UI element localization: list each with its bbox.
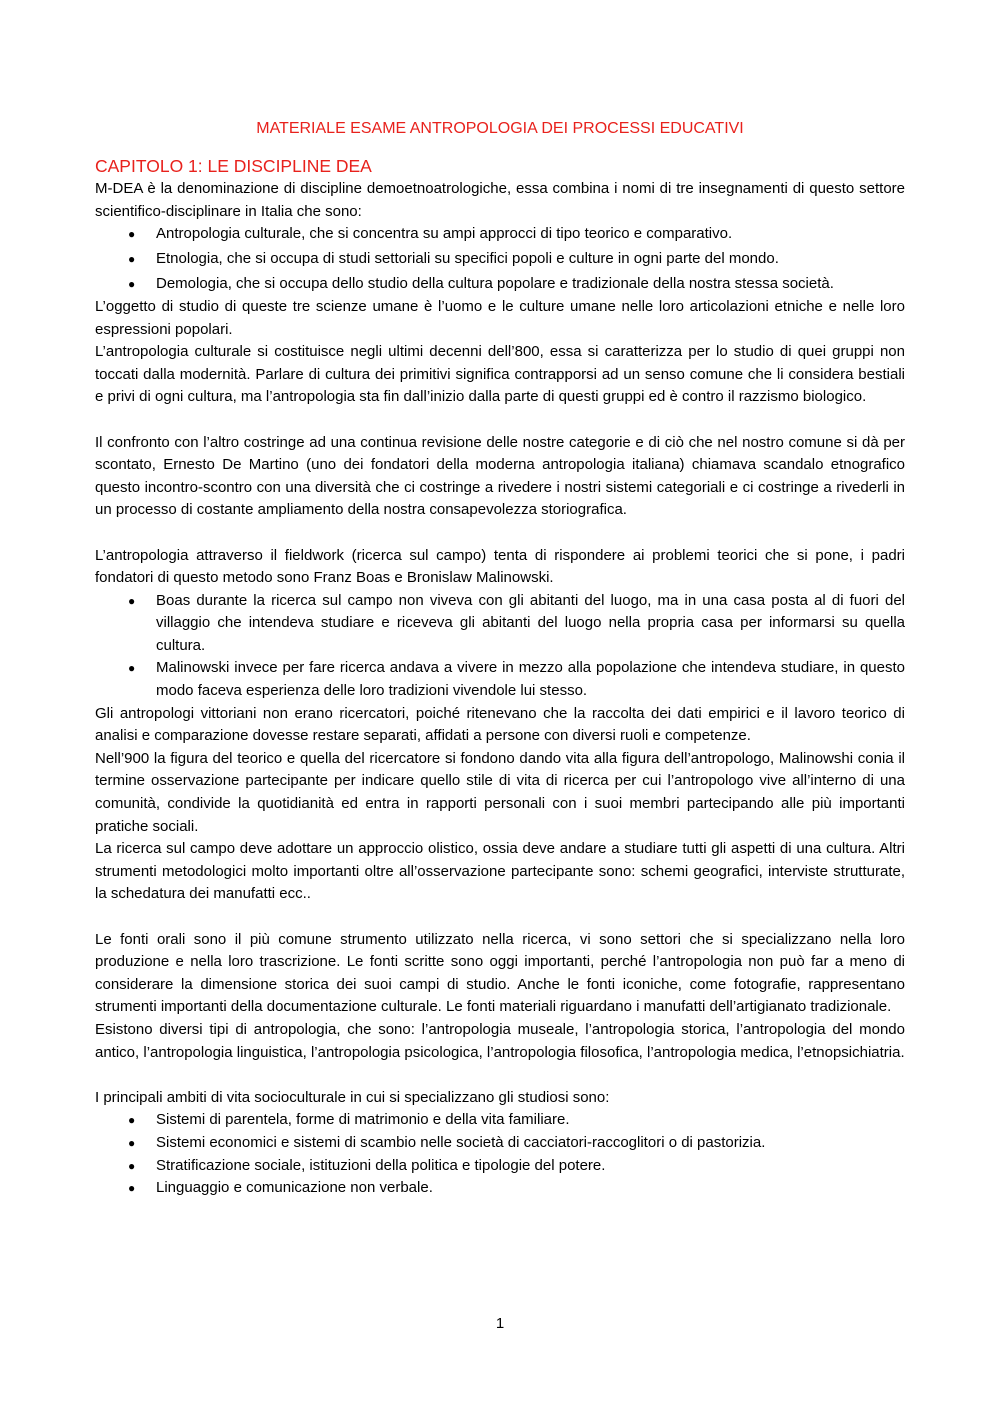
list-item (95, 1155, 905, 1178)
bullet-icon: ● (128, 1181, 136, 1196)
cultural-anthropology-paragraph: L’antropologia culturale si costituisce negli ultimi decenni dell’800, essa si caratterizza per lo studio di quei gruppi non toccati dalla modernità. Parlare di cultura dei primitivi significa contrapporsi ad un senso comune che li considera bestiali e privi di ogni cultura, ma l’antropologia sta fin dall’inizio dalla parte di questi gruppi ed è contro il razzismo biologico. (95, 343, 905, 406)
list-item-text: Linguaggio e comunicazione non verbale. (156, 1179, 433, 1197)
olistico-paragraph: La ricerca sul campo deve adottare un approccio olistico, ossia deve andare a studiare tutti gli aspetti di una cultura. Altri strumenti metodologici molto importanti oltre all’osservazione partecipante sono: schemi geografici, interviste strutturate, la schedatura dei manufatti ecc.. (95, 840, 905, 903)
object-paragraph: L’oggetto di studio di queste tre scienze umane è l’uomo e le culture umane nelle loro articolazioni etniche e nelle loro espressioni popolari. (95, 297, 905, 338)
list-item-text: Malinowski invece per fare ricerca andava a vivere in mezzo alla popolazione che intendeva studiare, in questo modo faceva esperienza delle loro tradizioni vivendole lui stesso. (156, 659, 905, 700)
paragraph-gap (95, 906, 905, 929)
page-number: 1 (495, 1315, 505, 1332)
list-item (95, 248, 905, 271)
list-item (95, 1109, 905, 1132)
list-item (95, 590, 905, 658)
intro-paragraph: M-DEA è la denominazione di discipline demoetnoatrologiche, essa combina i nomi di tre insegnamenti di questo settore scientifico-disciplinare in Italia che sono: (95, 180, 905, 220)
paragraph-gap (95, 522, 905, 545)
list-item (95, 657, 905, 702)
list-item (95, 273, 905, 296)
list-item (95, 1132, 905, 1155)
fonti-paragraph: Le fonti orali sono il più comune strumento utilizzato nella ricerca, vi sono settori che si specializzano nella loro produzione e nella loro trascrizione. Le fonti scritte sono oggi importanti, perché l’antropologia non può far a meno di considerare la dimensione storica dei suoi campi di studio. Anche le fonti iconiche, come fotografie, rappresentano strumenti importanti della documentazione culturale. Le fonti materiali riguardano i manufatti dell’artigianato tradizionale. (95, 930, 905, 1016)
list-item-text: Sistemi di parentela, forme di matrimonio e della vita familiare. (156, 1111, 570, 1129)
nineteen-hundreds-paragraph: Nell’900 la figura del teorico e quella del ricercatore si fondono dando vita alla figura dell’antropologo, Malinowshi conia il termine osservazione partecipante per indicare quello stile di vita di ricerca per cui l’antropologo vive all’interno di una comunità, condivide la quotidianità ed entra in rapporti personali con i suoi membri partecipando alle più importanti pratiche sociali. (95, 749, 905, 835)
bullet-icon: ● (128, 277, 136, 292)
document-title: MATERIALE ESAME ANTROPOLOGIA DEI PROCESSI EDUCATIVI (256, 120, 744, 137)
fieldwork-paragraph: L’antropologia attraverso il fieldwork (ricerca sul campo) tenta di rispondere ai problemi teorici che si pone, i padri fondatori di questo metodo sono Franz Boas e Bronislaw Malinowski. (95, 546, 905, 587)
paragraph-gap (95, 1064, 905, 1087)
ambiti-list (95, 1109, 905, 1199)
tipi-paragraph: Esistono diversi tipi di antropologia, che sono: l’antropologia museale, l’antropologia storica, l’antropologia del mondo antico, l’antropologia linguistica, l’antropologia psicologica, l’antropologia filosofica, l’antropologia medica, l’etnopsichiatria. (95, 1020, 905, 1061)
list-item (95, 223, 905, 246)
founders-list (95, 590, 905, 703)
bullet-icon: ● (128, 661, 136, 676)
ambiti-paragraph: I principali ambiti di vita socioculturale in cui si specializzano gli studiosi sono: (95, 1088, 610, 1106)
bullet-icon: ● (128, 593, 136, 608)
chapter-title: CAPITOLO 1: LE DISCIPLINE DEA (95, 156, 372, 176)
bullet-icon: ● (128, 252, 136, 267)
list-item-text: Antropologia culturale, che si concentra su ampi approcci di tipo teorico e comparativo. (156, 225, 733, 243)
vittoriani-paragraph: Gli antropologi vittoriani non erano ricercatori, poiché ritenevano che la raccolta dei dati empirici e il lavoro teorico di analisi e comparazione dovesse restare separati, affidati a persone con diversi ruoli e competenze. (95, 704, 905, 745)
list-item (95, 1177, 905, 1200)
bullet-icon: ● (128, 227, 136, 242)
bullet-icon: ● (128, 1113, 136, 1128)
paragraph-gap (95, 409, 905, 432)
list-item-text: Boas durante la ricerca sul campo non viveva con gli abitanti del luogo, ma in una casa posta al di fuori del villaggio che intendeva studiare e riceveva gli abitanti del luogo nella propria casa per informarsi su quella cultura. (156, 591, 905, 654)
list-item-text: Etnologia, che si occupa di studi settoriali su specifici popoli e culture in ogni parte del mondo. (156, 250, 779, 268)
disciplines-list (95, 223, 905, 296)
bullet-icon: ● (128, 1135, 136, 1150)
bullet-icon: ● (128, 1158, 136, 1173)
list-item-text: Stratificazione sociale, istituzioni della politica e tipologie del potere. (156, 1156, 606, 1174)
document-page (95, 118, 905, 1200)
confronto-paragraph: Il confronto con l’altro costringe ad una continua revisione delle nostre categorie e di ciò che nel nostro comune si dà per scontato, Ernesto De Martino (uno dei fondatori della moderna antropologia italiana) chiamava scandalo etnografico questo incontro-scontro con una diversità che ci costringe a rivedere i nostri sistemi categoriali e ci costringe a rivederli in un processo di costante ampliamento della nostra consapevolezza storiografica. (95, 433, 905, 519)
list-item-text: Demologia, che si occupa dello studio della cultura popolare e tradizionale della nostra stessa società. (156, 275, 834, 293)
list-item-text: Sistemi economici e sistemi di scambio nelle società di cacciatori-raccoglitori o di pastorizia. (156, 1133, 766, 1151)
